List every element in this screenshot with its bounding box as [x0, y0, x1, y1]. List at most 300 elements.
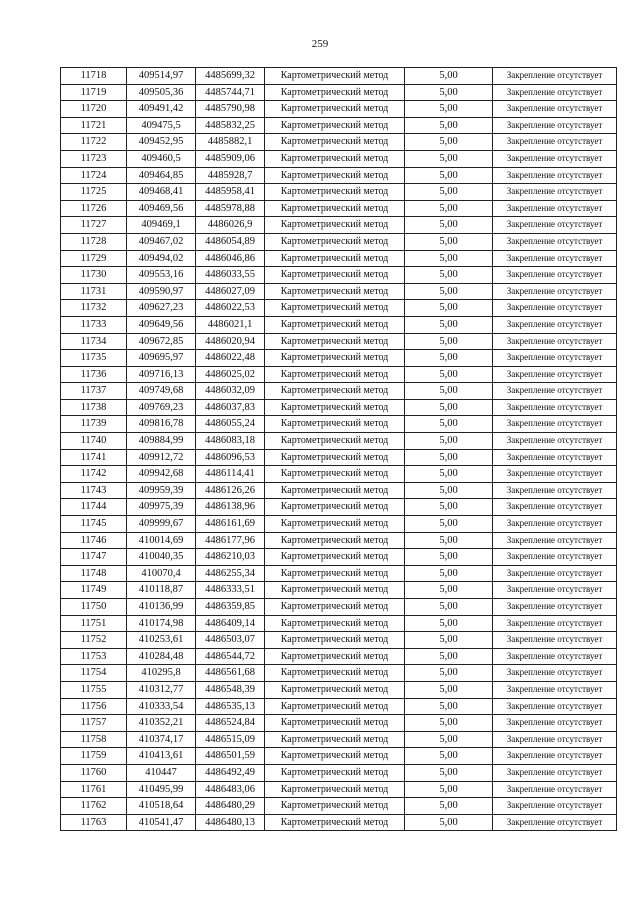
point-number-cell: 11760	[61, 764, 127, 781]
accuracy-cell: 5,00	[405, 399, 493, 416]
point-number-cell: 11744	[61, 499, 127, 516]
page-number: 259	[311, 38, 329, 50]
table-row	[61, 366, 617, 383]
y-coordinate-cell: 4486535,13	[196, 698, 265, 715]
y-coordinate-cell: 4486177,96	[196, 532, 265, 549]
table-row	[61, 814, 617, 831]
table-row	[61, 233, 617, 250]
x-coordinate-cell: 409769,23	[127, 399, 196, 416]
method-cell: Картометрический метод	[265, 615, 405, 632]
fixation-cell: Закрепление отсутствует	[493, 466, 617, 483]
fixation-cell: Закрепление отсутствует	[493, 117, 617, 134]
y-coordinate-cell: 4486483,06	[196, 781, 265, 798]
y-coordinate-cell: 4486054,89	[196, 233, 265, 250]
method-cell: Картометрический метод	[265, 681, 405, 698]
y-coordinate-cell: 4486255,34	[196, 565, 265, 582]
table-row	[61, 167, 617, 184]
method-cell: Картометрический метод	[265, 283, 405, 300]
y-coordinate-cell: 4486409,14	[196, 615, 265, 632]
method-cell: Картометрический метод	[265, 101, 405, 118]
fixation-cell: Закрепление отсутствует	[493, 582, 617, 599]
point-number-cell: 11743	[61, 482, 127, 499]
x-coordinate-cell: 410284,48	[127, 648, 196, 665]
table-row	[61, 333, 617, 350]
accuracy-cell: 5,00	[405, 300, 493, 317]
table-row	[61, 781, 617, 798]
table-row	[61, 267, 617, 284]
table-row	[61, 449, 617, 466]
table-row	[61, 84, 617, 101]
y-coordinate-cell: 4486026,9	[196, 217, 265, 234]
fixation-cell: Закрепление отсутствует	[493, 283, 617, 300]
accuracy-cell: 5,00	[405, 764, 493, 781]
y-coordinate-cell: 4486480,29	[196, 798, 265, 815]
method-cell: Картометрический метод	[265, 68, 405, 85]
accuracy-cell: 5,00	[405, 350, 493, 367]
point-number-cell: 11727	[61, 217, 127, 234]
point-number-cell: 11734	[61, 333, 127, 350]
method-cell: Картометрический метод	[265, 532, 405, 549]
point-number-cell: 11720	[61, 101, 127, 118]
table-row	[61, 416, 617, 433]
point-number-cell: 11732	[61, 300, 127, 317]
fixation-cell: Закрепление отсутствует	[493, 615, 617, 632]
method-cell: Картометрический метод	[265, 399, 405, 416]
y-coordinate-cell: 4486046,86	[196, 250, 265, 267]
fixation-cell: Закрепление отсутствует	[493, 731, 617, 748]
table-row	[61, 798, 617, 815]
accuracy-cell: 5,00	[405, 582, 493, 599]
accuracy-cell: 5,00	[405, 715, 493, 732]
point-number-cell: 11722	[61, 134, 127, 151]
y-coordinate-cell: 4486022,48	[196, 350, 265, 367]
method-cell: Картометрический метод	[265, 482, 405, 499]
table-row	[61, 482, 617, 499]
accuracy-cell: 5,00	[405, 698, 493, 715]
table-row	[61, 632, 617, 649]
accuracy-cell: 5,00	[405, 233, 493, 250]
point-number-cell: 11756	[61, 698, 127, 715]
method-cell: Картометрический метод	[265, 582, 405, 599]
accuracy-cell: 5,00	[405, 781, 493, 798]
y-coordinate-cell: 4485882,1	[196, 134, 265, 151]
method-cell: Картометрический метод	[265, 250, 405, 267]
table-row	[61, 283, 617, 300]
x-coordinate-cell: 409464,85	[127, 167, 196, 184]
x-coordinate-cell: 409816,78	[127, 416, 196, 433]
method-cell: Картометрический метод	[265, 798, 405, 815]
method-cell: Картометрический метод	[265, 764, 405, 781]
method-cell: Картометрический метод	[265, 383, 405, 400]
table-body	[61, 68, 617, 831]
x-coordinate-cell: 409975,39	[127, 499, 196, 516]
fixation-cell: Закрепление отсутствует	[493, 599, 617, 616]
table-row	[61, 748, 617, 765]
point-number-cell: 11753	[61, 648, 127, 665]
method-cell: Картометрический метод	[265, 416, 405, 433]
x-coordinate-cell: 409590,97	[127, 283, 196, 300]
x-coordinate-cell: 410040,35	[127, 549, 196, 566]
table-row	[61, 200, 617, 217]
y-coordinate-cell: 4486544,72	[196, 648, 265, 665]
point-number-cell: 11728	[61, 233, 127, 250]
fixation-cell: Закрепление отсутствует	[493, 184, 617, 201]
method-cell: Картометрический метод	[265, 117, 405, 134]
accuracy-cell: 5,00	[405, 283, 493, 300]
point-number-cell: 11762	[61, 798, 127, 815]
method-cell: Картометрический метод	[265, 366, 405, 383]
fixation-cell: Закрепление отсутствует	[493, 250, 617, 267]
table-row	[61, 350, 617, 367]
x-coordinate-cell: 410333,54	[127, 698, 196, 715]
table-row	[61, 565, 617, 582]
y-coordinate-cell: 4485958,41	[196, 184, 265, 201]
point-number-cell: 11751	[61, 615, 127, 632]
accuracy-cell: 5,00	[405, 333, 493, 350]
fixation-cell: Закрепление отсутствует	[493, 748, 617, 765]
point-number-cell: 11749	[61, 582, 127, 599]
table-row	[61, 615, 617, 632]
x-coordinate-cell: 410413,61	[127, 748, 196, 765]
fixation-cell: Закрепление отсутствует	[493, 101, 617, 118]
table-row	[61, 134, 617, 151]
accuracy-cell: 5,00	[405, 482, 493, 499]
point-number-cell: 11729	[61, 250, 127, 267]
point-number-cell: 11763	[61, 814, 127, 831]
fixation-cell: Закрепление отсутствует	[493, 698, 617, 715]
table-row	[61, 150, 617, 167]
accuracy-cell: 5,00	[405, 316, 493, 333]
accuracy-cell: 5,00	[405, 516, 493, 533]
accuracy-cell: 5,00	[405, 433, 493, 450]
y-coordinate-cell: 4486359,85	[196, 599, 265, 616]
x-coordinate-cell: 409716,13	[127, 366, 196, 383]
point-number-cell: 11757	[61, 715, 127, 732]
table-row	[61, 68, 617, 85]
y-coordinate-cell: 4485909,06	[196, 150, 265, 167]
accuracy-cell: 5,00	[405, 814, 493, 831]
point-number-cell: 11745	[61, 516, 127, 533]
accuracy-cell: 5,00	[405, 681, 493, 698]
table-row	[61, 499, 617, 516]
y-coordinate-cell: 4486561,68	[196, 665, 265, 682]
x-coordinate-cell: 409468,41	[127, 184, 196, 201]
fixation-cell: Закрепление отсутствует	[493, 715, 617, 732]
accuracy-cell: 5,00	[405, 383, 493, 400]
accuracy-cell: 5,00	[405, 267, 493, 284]
accuracy-cell: 5,00	[405, 466, 493, 483]
table-row	[61, 184, 617, 201]
table-row	[61, 516, 617, 533]
point-number-cell: 11718	[61, 68, 127, 85]
point-number-cell: 11721	[61, 117, 127, 134]
accuracy-cell: 5,00	[405, 648, 493, 665]
point-number-cell: 11750	[61, 599, 127, 616]
y-coordinate-cell: 4486025,02	[196, 366, 265, 383]
fixation-cell: Закрепление отсутствует	[493, 150, 617, 167]
accuracy-cell: 5,00	[405, 565, 493, 582]
accuracy-cell: 5,00	[405, 549, 493, 566]
fixation-cell: Закрепление отсутствует	[493, 516, 617, 533]
fixation-cell: Закрепление отсутствует	[493, 532, 617, 549]
y-coordinate-cell: 4486524,84	[196, 715, 265, 732]
accuracy-cell: 5,00	[405, 532, 493, 549]
accuracy-cell: 5,00	[405, 250, 493, 267]
accuracy-cell: 5,00	[405, 150, 493, 167]
table-row	[61, 599, 617, 616]
accuracy-cell: 5,00	[405, 416, 493, 433]
x-coordinate-cell: 409505,36	[127, 84, 196, 101]
point-number-cell: 11719	[61, 84, 127, 101]
x-coordinate-cell: 409912,72	[127, 449, 196, 466]
fixation-cell: Закрепление отсутствует	[493, 814, 617, 831]
accuracy-cell: 5,00	[405, 798, 493, 815]
fixation-cell: Закрепление отсутствует	[493, 350, 617, 367]
x-coordinate-cell: 409649,56	[127, 316, 196, 333]
accuracy-cell: 5,00	[405, 615, 493, 632]
method-cell: Картометрический метод	[265, 516, 405, 533]
y-coordinate-cell: 4486515,09	[196, 731, 265, 748]
method-cell: Картометрический метод	[265, 648, 405, 665]
x-coordinate-cell: 410295,8	[127, 665, 196, 682]
fixation-cell: Закрепление отсутствует	[493, 449, 617, 466]
fixation-cell: Закрепление отсутствует	[493, 84, 617, 101]
x-coordinate-cell: 410374,17	[127, 731, 196, 748]
x-coordinate-cell: 409467,02	[127, 233, 196, 250]
table-row	[61, 681, 617, 698]
y-coordinate-cell: 4486096,53	[196, 449, 265, 466]
y-coordinate-cell: 4486480,13	[196, 814, 265, 831]
method-cell: Картометрический метод	[265, 217, 405, 234]
fixation-cell: Закрепление отсутствует	[493, 399, 617, 416]
method-cell: Картометрический метод	[265, 715, 405, 732]
table-row	[61, 665, 617, 682]
point-number-cell: 11746	[61, 532, 127, 549]
fixation-cell: Закрепление отсутствует	[493, 499, 617, 516]
table-row	[61, 731, 617, 748]
x-coordinate-cell: 409672,85	[127, 333, 196, 350]
x-coordinate-cell: 409627,23	[127, 300, 196, 317]
accuracy-cell: 5,00	[405, 101, 493, 118]
x-coordinate-cell: 409695,97	[127, 350, 196, 367]
fixation-cell: Закрепление отсутствует	[493, 200, 617, 217]
x-coordinate-cell: 410253,61	[127, 632, 196, 649]
method-cell: Картометрический метод	[265, 731, 405, 748]
x-coordinate-cell: 409514,97	[127, 68, 196, 85]
point-number-cell: 11723	[61, 150, 127, 167]
y-coordinate-cell: 4486027,09	[196, 283, 265, 300]
y-coordinate-cell: 4485790,98	[196, 101, 265, 118]
table-row	[61, 117, 617, 134]
x-coordinate-cell: 410447	[127, 764, 196, 781]
accuracy-cell: 5,00	[405, 167, 493, 184]
accuracy-cell: 5,00	[405, 748, 493, 765]
method-cell: Картометрический метод	[265, 233, 405, 250]
method-cell: Картометрический метод	[265, 599, 405, 616]
table-row	[61, 532, 617, 549]
accuracy-cell: 5,00	[405, 68, 493, 85]
method-cell: Картометрический метод	[265, 665, 405, 682]
y-coordinate-cell: 4486126,26	[196, 482, 265, 499]
table-row	[61, 698, 617, 715]
y-coordinate-cell: 4485928,7	[196, 167, 265, 184]
point-number-cell: 11741	[61, 449, 127, 466]
fixation-cell: Закрепление отсутствует	[493, 549, 617, 566]
method-cell: Картометрический метод	[265, 84, 405, 101]
y-coordinate-cell: 4486037,83	[196, 399, 265, 416]
method-cell: Картометрический метод	[265, 565, 405, 582]
y-coordinate-cell: 4486503,07	[196, 632, 265, 649]
point-number-cell: 11725	[61, 184, 127, 201]
point-number-cell: 11740	[61, 433, 127, 450]
method-cell: Картометрический метод	[265, 267, 405, 284]
fixation-cell: Закрепление отсутствует	[493, 681, 617, 698]
x-coordinate-cell: 409553,16	[127, 267, 196, 284]
table-row	[61, 101, 617, 118]
method-cell: Картометрический метод	[265, 300, 405, 317]
x-coordinate-cell: 410541,47	[127, 814, 196, 831]
y-coordinate-cell: 4486055,24	[196, 416, 265, 433]
method-cell: Картометрический метод	[265, 499, 405, 516]
method-cell: Картометрический метод	[265, 150, 405, 167]
y-coordinate-cell: 4485699,32	[196, 68, 265, 85]
accuracy-cell: 5,00	[405, 599, 493, 616]
x-coordinate-cell: 409942,68	[127, 466, 196, 483]
accuracy-cell: 5,00	[405, 499, 493, 516]
y-coordinate-cell: 4486020,94	[196, 333, 265, 350]
accuracy-cell: 5,00	[405, 200, 493, 217]
table-row	[61, 316, 617, 333]
x-coordinate-cell: 409460,5	[127, 150, 196, 167]
y-coordinate-cell: 4486210,03	[196, 549, 265, 566]
table-row	[61, 582, 617, 599]
accuracy-cell: 5,00	[405, 366, 493, 383]
fixation-cell: Закрепление отсутствует	[493, 316, 617, 333]
x-coordinate-cell: 409494,02	[127, 250, 196, 267]
accuracy-cell: 5,00	[405, 731, 493, 748]
point-number-cell: 11726	[61, 200, 127, 217]
point-number-cell: 11737	[61, 383, 127, 400]
accuracy-cell: 5,00	[405, 632, 493, 649]
fixation-cell: Закрепление отсутствует	[493, 68, 617, 85]
table-row	[61, 383, 617, 400]
method-cell: Картометрический метод	[265, 698, 405, 715]
method-cell: Картометрический метод	[265, 350, 405, 367]
method-cell: Картометрический метод	[265, 814, 405, 831]
y-coordinate-cell: 4486492,49	[196, 764, 265, 781]
x-coordinate-cell: 409491,42	[127, 101, 196, 118]
table-row	[61, 764, 617, 781]
method-cell: Картометрический метод	[265, 433, 405, 450]
fixation-cell: Закрепление отсутствует	[493, 167, 617, 184]
table-row	[61, 549, 617, 566]
y-coordinate-cell: 4485832,25	[196, 117, 265, 134]
fixation-cell: Закрепление отсутствует	[493, 300, 617, 317]
fixation-cell: Закрепление отсутствует	[493, 233, 617, 250]
x-coordinate-cell: 410070,4	[127, 565, 196, 582]
point-number-cell: 11755	[61, 681, 127, 698]
point-number-cell: 11731	[61, 283, 127, 300]
point-number-cell: 11759	[61, 748, 127, 765]
x-coordinate-cell: 409475,5	[127, 117, 196, 134]
fixation-cell: Закрепление отсутствует	[493, 366, 617, 383]
point-number-cell: 11748	[61, 565, 127, 582]
table-row	[61, 715, 617, 732]
fixation-cell: Закрепление отсутствует	[493, 134, 617, 151]
point-number-cell: 11735	[61, 350, 127, 367]
y-coordinate-cell: 4486032,09	[196, 383, 265, 400]
x-coordinate-cell: 410352,21	[127, 715, 196, 732]
x-coordinate-cell: 409749,68	[127, 383, 196, 400]
coordinates-table	[60, 67, 617, 831]
accuracy-cell: 5,00	[405, 217, 493, 234]
method-cell: Картометрический метод	[265, 549, 405, 566]
y-coordinate-cell: 4486333,51	[196, 582, 265, 599]
y-coordinate-cell: 4486548,39	[196, 681, 265, 698]
point-number-cell: 11736	[61, 366, 127, 383]
table-row	[61, 399, 617, 416]
x-coordinate-cell: 409884,99	[127, 433, 196, 450]
fixation-cell: Закрепление отсутствует	[493, 267, 617, 284]
table-row	[61, 648, 617, 665]
accuracy-cell: 5,00	[405, 134, 493, 151]
x-coordinate-cell: 409469,56	[127, 200, 196, 217]
x-coordinate-cell: 409469,1	[127, 217, 196, 234]
accuracy-cell: 5,00	[405, 84, 493, 101]
fixation-cell: Закрепление отсутствует	[493, 781, 617, 798]
y-coordinate-cell: 4486021,1	[196, 316, 265, 333]
point-number-cell: 11754	[61, 665, 127, 682]
fixation-cell: Закрепление отсутствует	[493, 632, 617, 649]
y-coordinate-cell: 4486022,53	[196, 300, 265, 317]
fixation-cell: Закрепление отсутствует	[493, 798, 617, 815]
fixation-cell: Закрепление отсутствует	[493, 217, 617, 234]
table-row	[61, 250, 617, 267]
fixation-cell: Закрепление отсутствует	[493, 416, 617, 433]
x-coordinate-cell: 409999,67	[127, 516, 196, 533]
point-number-cell: 11758	[61, 731, 127, 748]
x-coordinate-cell: 410136,99	[127, 599, 196, 616]
method-cell: Картометрический метод	[265, 781, 405, 798]
method-cell: Картометрический метод	[265, 333, 405, 350]
point-number-cell: 11752	[61, 632, 127, 649]
x-coordinate-cell: 410174,98	[127, 615, 196, 632]
fixation-cell: Закрепление отсутствует	[493, 333, 617, 350]
x-coordinate-cell: 409452,95	[127, 134, 196, 151]
table-row	[61, 433, 617, 450]
method-cell: Картометрический метод	[265, 167, 405, 184]
y-coordinate-cell: 4486501,59	[196, 748, 265, 765]
point-number-cell: 11761	[61, 781, 127, 798]
y-coordinate-cell: 4486114,41	[196, 466, 265, 483]
method-cell: Картометрический метод	[265, 200, 405, 217]
accuracy-cell: 5,00	[405, 184, 493, 201]
method-cell: Картометрический метод	[265, 466, 405, 483]
y-coordinate-cell: 4485744,71	[196, 84, 265, 101]
x-coordinate-cell: 410312,77	[127, 681, 196, 698]
accuracy-cell: 5,00	[405, 665, 493, 682]
x-coordinate-cell: 409959,39	[127, 482, 196, 499]
point-number-cell: 11730	[61, 267, 127, 284]
y-coordinate-cell: 4485978,88	[196, 200, 265, 217]
point-number-cell: 11724	[61, 167, 127, 184]
method-cell: Картометрический метод	[265, 748, 405, 765]
point-number-cell: 11739	[61, 416, 127, 433]
x-coordinate-cell: 410495,99	[127, 781, 196, 798]
point-number-cell: 11747	[61, 549, 127, 566]
x-coordinate-cell: 410014,69	[127, 532, 196, 549]
point-number-cell: 11738	[61, 399, 127, 416]
